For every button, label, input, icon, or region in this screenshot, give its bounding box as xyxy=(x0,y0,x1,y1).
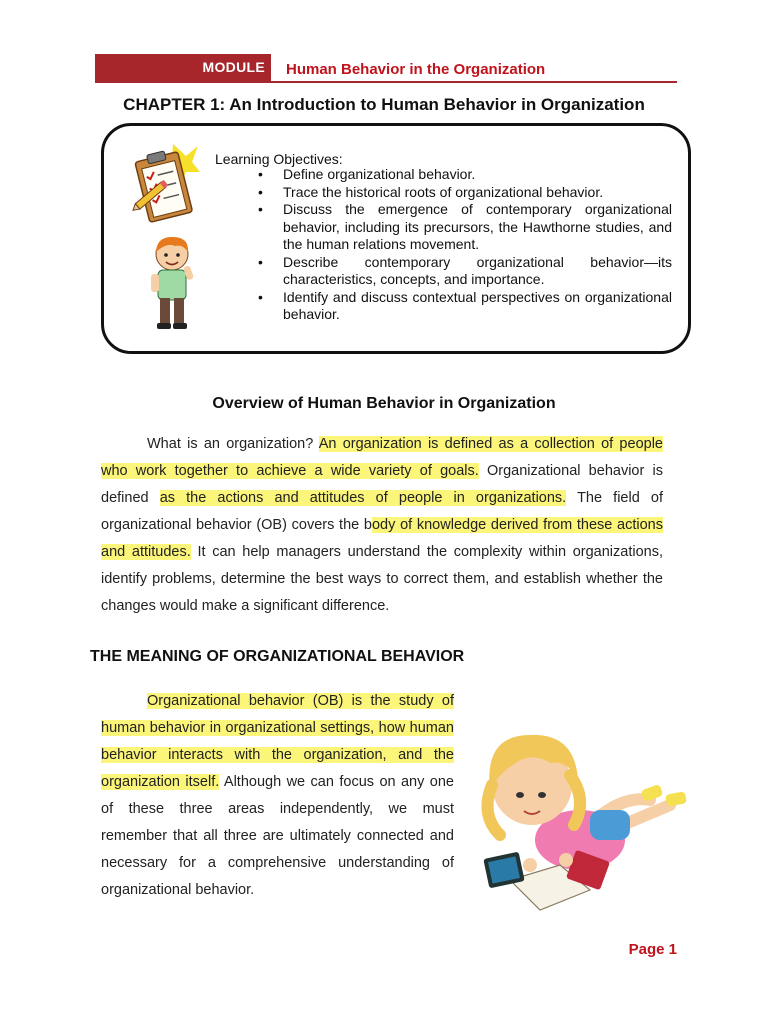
text-run: Organizational behavior is defined xyxy=(101,463,663,506)
meaning-heading: THE MEANING OF ORGANIZATIONAL BEHAVIOR xyxy=(90,648,465,665)
objective-item: • Trace the historical roots of organizational behavior. xyxy=(258,184,672,202)
objective-item: • Describe contemporary organizational behavior—its characteristics, concepts, and importance. xyxy=(258,254,672,289)
highlighted-text: Organizational behavior (OB) is the study of human behavior in organizational settings, how human behavior interacts with the organization, and the organization itself. xyxy=(101,693,454,790)
boy-cartoon-illustration xyxy=(145,232,203,334)
objective-item: • Discuss the emergence of contemporary organizational behavior, including its precursors, the Hawthorne studies, and the human relations movement. xyxy=(258,201,672,254)
text-run: The field of organizational behavior (OB) covers the b xyxy=(101,490,663,533)
meaning-paragraph xyxy=(101,688,454,904)
module-badge xyxy=(95,54,271,81)
highlighted-text: ody of knowledge derived from these actions and attitudes. xyxy=(101,517,663,560)
module-title: Human Behavior in the Organization xyxy=(286,61,546,78)
highlighted-text: as the actions and attitudes of people in organizations. xyxy=(159,490,567,506)
module-header xyxy=(95,54,677,83)
text-run: What is an organization? xyxy=(147,436,319,452)
overview-paragraph xyxy=(101,431,663,620)
clipboard-checklist-icon xyxy=(128,142,200,224)
chapter-title: CHAPTER 1: An Introduction to Human Behavior in Organization xyxy=(123,95,645,114)
module-label: MODULE xyxy=(202,59,265,75)
text-run: It can help managers understand the complexity within organizations, identify problems, determine the best ways to correct them, and establish whether the changes would make a significant difference. xyxy=(101,544,663,614)
objectives-title: Learning Objectives: xyxy=(215,151,343,167)
objectives-list xyxy=(258,166,672,324)
objective-item: • Identify and discuss contextual perspectives on organizational behavior. xyxy=(258,289,672,324)
page-number: Page 1 xyxy=(628,941,677,958)
highlighted-text: An organization is defined as a collection of people who work together to achieve a wide variety of goals. xyxy=(101,436,663,479)
girl-reading-illustration xyxy=(470,705,702,925)
objective-item: • Define organizational behavior. xyxy=(258,166,672,184)
overview-heading: Overview of Human Behavior in Organization xyxy=(212,395,556,412)
text-run: Although we can focus on any one of these three areas independently, we must remember that all three are ultimately connected and necessary for a comprehensive understanding of organizational behavior. xyxy=(101,774,454,898)
